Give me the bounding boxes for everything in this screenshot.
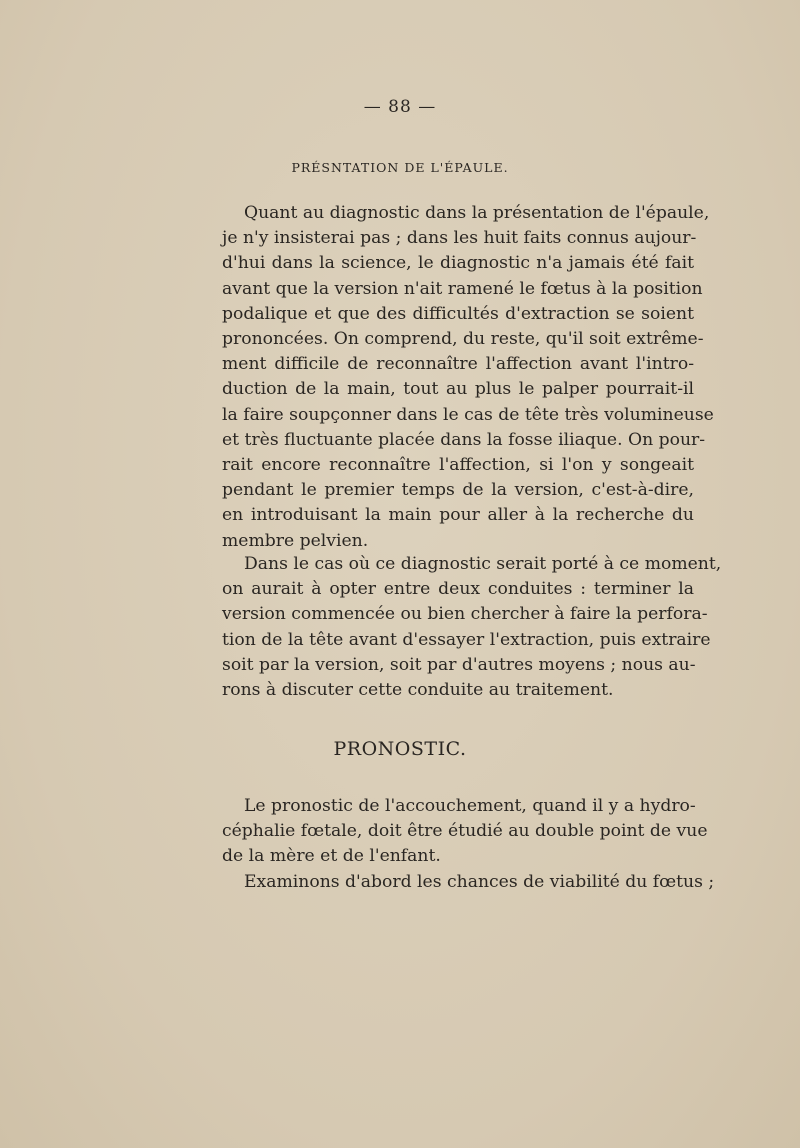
text-line: Quant au diagnostic dans la présentation de l'épaule, — [244, 203, 710, 223]
text-line: pendant le premier temps de la version, c'est-à-dire, — [222, 480, 694, 501]
paragraph-pronostic — [222, 794, 708, 870]
text-line: prononcées. On comprend, du reste, qu'il soit extrême- — [222, 329, 704, 350]
text-line: et très fluctuante placée dans la fosse iliaque. On pour- — [222, 429, 706, 450]
text-line: Examinons d'abord les chances de viabilité du fœtus ; — [244, 872, 715, 892]
paragraph-examinons — [222, 870, 715, 895]
heading-pronostic: PRONOSTIC. — [333, 738, 467, 760]
paragraph-diagnostic — [222, 201, 714, 554]
text-line: podalique et que des difficultés d'extraction se soient — [222, 303, 694, 324]
page-number: — 88 — — [363, 97, 437, 117]
text-line: ment difficile de reconnaître l'affection avant l'intro- — [222, 354, 694, 375]
text-line: rait encore reconnaître l'affection, si l'on y songeait — [222, 455, 694, 476]
text-line: Dans le cas où ce diagnostic serait porté à ce moment, — [244, 554, 722, 574]
text-line: je n'y insisterai pas ; dans les huit faits connus aujour- — [222, 228, 697, 249]
text-line: soit par la version, soit par d'autres moyens ; nous au- — [222, 654, 696, 675]
text-line: Le pronostic de l'accouchement, quand il y a hydro- — [244, 796, 696, 816]
text-line: rons à discuter cette conduite au traitement. — [222, 680, 614, 701]
section-heading: PRÉSNTATION DE L'ÉPAULE. — [291, 160, 509, 175]
text-line: on aurait à opter entre deux conduites : terminer la — [222, 579, 694, 600]
text-line: tion de la tête avant d'essayer l'extraction, puis extraire — [222, 629, 711, 650]
text-line: en introduisant la main pour aller à la recherche du — [222, 505, 694, 526]
text-line: duction de la main, tout au plus le palper pourrait-il — [222, 379, 694, 400]
text-line: membre pelvien. — [222, 530, 369, 551]
text-line: version commencée ou bien chercher à faire la perfora- — [222, 604, 708, 625]
text-line: avant que la version n'ait ramené le fœtus à la position — [222, 278, 703, 299]
text-line: d'hui dans la science, le diagnostic n'a jamais été fait — [222, 253, 694, 274]
paragraph-conduite — [222, 552, 722, 703]
text-line: céphalie fœtale, doit être étudié au double point de vue — [222, 821, 708, 842]
text-line: la faire soupçonner dans le cas de tête très volumineuse — [222, 404, 714, 425]
text-line: de la mère et de l'enfant. — [222, 846, 441, 867]
